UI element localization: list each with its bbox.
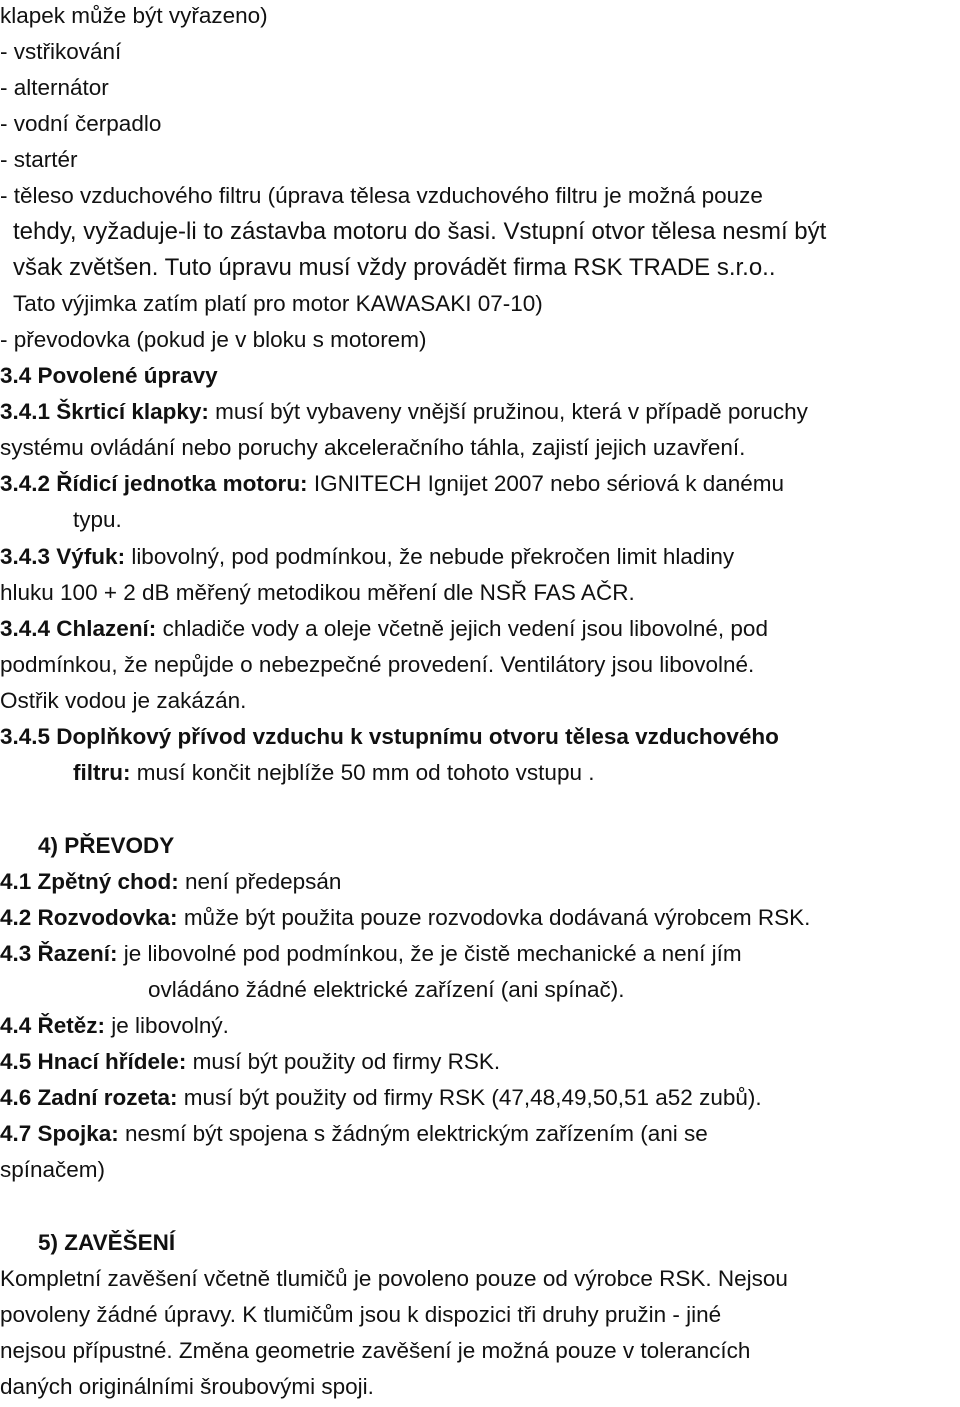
section-heading-allowed-modifications: 3.4 Povolené úpravy (0, 363, 218, 388)
text-line: povoleny žádné úpravy. K tlumičům jsou k dispozici tři druhy pružin - jiné (0, 1302, 722, 1327)
text-line: Kompletní zavěšení včetně tlumičů je povoleno pouze od výrobce RSK. Nejsou (0, 1266, 788, 1291)
list-item-injection: - vstřikování (0, 39, 122, 64)
clause-clutch: 4.7 Spojka: nesmí být spojena s žádným elektrickým zařízením (ani se (0, 1121, 708, 1146)
text-line: systému ovládání nebo poruchy akceleračního táhla, zajistí jejich uzavření. (0, 435, 746, 460)
clause-throttle: 3.4.1 Škrticí klapky: musí být vybaveny vnější pružinou, která v případě poruchy (0, 399, 808, 424)
clause-transfer-box: 4.2 Rozvodovka: může být použita pouze rozvodovka dodávaná výrobcem RSK. (0, 905, 811, 930)
text-line: klapek může být vyřazeno) (0, 3, 268, 28)
text-line: však zvětšen. Tuto úpravu musí vždy provádět firma RSK TRADE s.r.o.. (13, 254, 776, 281)
clause-ecu: 3.4.2 Řídicí jednotka motoru: IGNITECH Ignijet 2007 nebo sériová k danému (0, 471, 785, 496)
text-line: Tato výjimka zatím platí pro motor KAWASAKI 07-10) (13, 291, 543, 316)
clause-shifting: 4.3 Řazení: je libovolné pod podmínkou, že je čistě mechanické a není jím (0, 941, 742, 966)
text-line: daných originálními šroubovými spoji. (0, 1374, 374, 1399)
list-item-water-pump: - vodní čerpadlo (0, 111, 162, 136)
list-item-starter: - startér (0, 147, 78, 172)
clause-exhaust: 3.4.3 Výfuk: libovolný, pod podmínkou, že nebude překročen limit hladiny (0, 544, 735, 569)
text-line: hluku 100 + 2 dB měřený metodikou měření dle NSŘ FAS AČR. (0, 580, 635, 605)
text-line: ovládáno žádné elektrické zařízení (ani spínač). (148, 977, 625, 1002)
list-item-gearbox: - převodovka (pokud je v bloku s motorem) (0, 327, 427, 352)
text-line: spínačem) (0, 1157, 106, 1182)
clause-reverse: 4.1 Zpětný chod: není předepsán (0, 869, 342, 894)
text-line: podmínkou, že nepůjde o nebezpečné provedení. Ventilátory jsou libovolné. (0, 652, 755, 677)
text-line: nejsou přípustné. Změna geometrie zavěšení je možná pouze v tolerancích (0, 1338, 751, 1363)
section-heading-suspension: 5) ZAVĚŠENÍ (38, 1230, 176, 1255)
section-heading-transmission: 4) PŘEVODY (38, 833, 175, 858)
list-item-air-filter: - těleso vzduchového filtru (úprava tělesa vzduchového filtru je možná pouze (0, 183, 763, 208)
text-line: filtru: musí končit nejblíže 50 mm od tohoto vstupu . (73, 760, 595, 785)
clause-air-intake: 3.4.5 Doplňkový přívod vzduchu k vstupnímu otvoru tělesa vzduchového (0, 724, 779, 749)
clause-drive-shafts: 4.5 Hnací hřídele: musí být použity od firmy RSK. (0, 1049, 501, 1074)
text-line: typu. (73, 507, 122, 532)
text-line: tehdy, vyžaduje-li to zástavba motoru do šasi. Vstupní otvor tělesa nesmí být (13, 218, 827, 245)
clause-rear-sprocket: 4.6 Zadní rozeta: musí být použity od firmy RSK (47,48,49,50,51 a52 zubů). (0, 1085, 762, 1110)
text-line: Ostřik vodou je zakázán. (0, 688, 247, 713)
clause-chain: 4.4 Řetěz: je libovolný. (0, 1013, 229, 1038)
clause-cooling: 3.4.4 Chlazení: chladiče vody a oleje včetně jejich vedení jsou libovolné, pod (0, 616, 768, 641)
list-item-alternator: - alternátor (0, 75, 109, 100)
